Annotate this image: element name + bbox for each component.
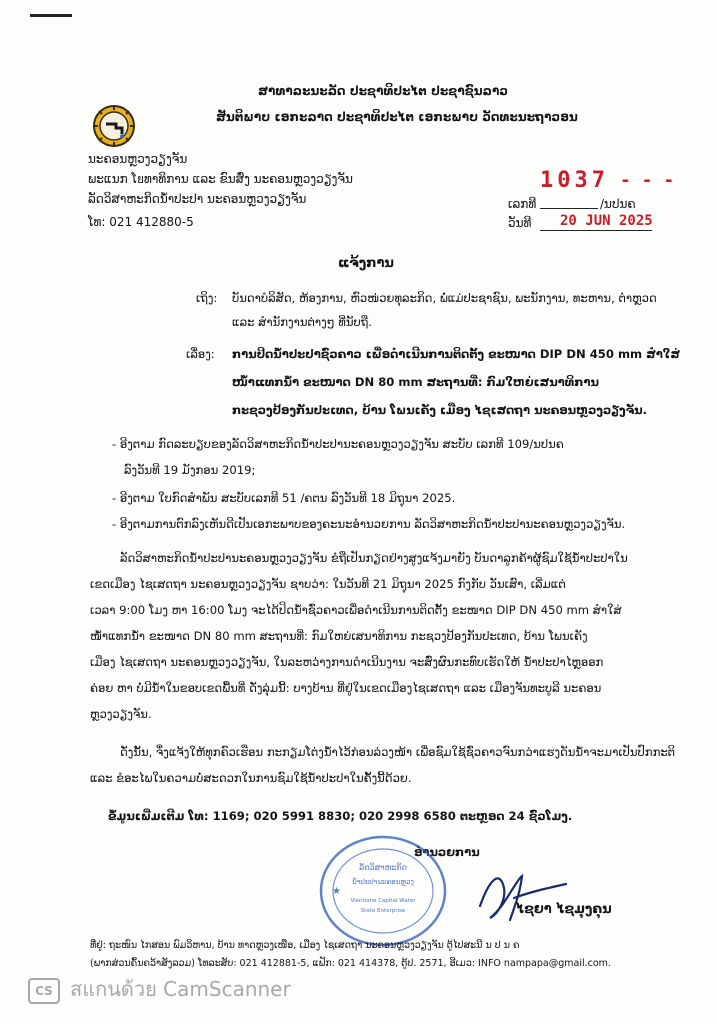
national-motto: ສັນຕິພາບ ເອກະລາດ ປະຊາທິປະໄຕ ເອກະພາບ ວັດທະນະຖາວອນ (216, 110, 578, 124)
state-emblem-icon (92, 104, 136, 148)
reference-number: 1037 (540, 168, 609, 193)
body-p1-line-2: ເຂດເມືອງ ໄຊເສດຖາ ນະຄອນຫຼວງວຽງຈັນ ຊາບວ່າ: ໃນວັນທີ 21 ມິຖຸນາ 2025 ກົງກັບ ວັນເສົາ, ເລີ່ມແຕ່ (90, 577, 566, 591)
camscanner-watermark (28, 973, 291, 1005)
svg-text:ນໍ້າປະປານະຄອນຫຼວງ: ນໍ້າປະປານະຄອນຫຼວງ (352, 878, 414, 886)
body-p1-line-1: ລັດວິສາຫະກິດນໍ້າປະປານະຄອນຫຼວງວຽງຈັນ ຂໍຖືເປັນກຽດຢ່າງສູງແຈ້ງມາຍັງ ບັນດາລູກຄ້າຜູ້ຊົມໃຊ້ນໍ້າປະປາໃນ (120, 551, 628, 565)
to-label: ເຖິງ: (196, 291, 218, 305)
official-stamp-icon (318, 832, 448, 950)
reference-1-line-2: ລົງວັນທີ 19 ມັງກອນ 2019; (124, 463, 256, 477)
subject-line-3: ກະຊວງປ້ອງກັນປະເທດ, ບ້ານ ໂພນເຄັງ ເມືອງ ໄຊເສດຖາ ນະຄອນຫຼວງວຽງຈັນ. (232, 403, 648, 417)
date-underline (540, 230, 652, 231)
reference-dashes: - - - (620, 170, 675, 191)
footer-address: ທີ່ຢູ່: ຖະໜົນ ໄກສອນ ພົມວິຫານ, ບ້ານ ທາດຫຼວງເໜືອ, ເມືອງ ໄຊເສດຖາ ນະຄອນຫຼວງວຽງຈັນ ຕູ້ໄປສະນີ ນ ປ ນ ຄ (90, 940, 520, 951)
number-label: ເລກທີ (508, 197, 537, 211)
body-p1-line-6: ຄ່ອຍ ຫາ ບໍ່ມີນໍ້າໃນຂອບເຂດພື້ນທີ່ ດັ່ງລຸ່ມນີ້: ບາງບ້ານ ທີ່ຢູ່ໃນເຂດເມືອງໄຊເສດຖາ ແລະ ເມືອງຈັນທະບູລີ ນະຄອນ (90, 681, 602, 695)
number-suffix: /ນປນຄ (600, 197, 636, 211)
org-city: ນະຄອນຫຼວງວຽງຈັນ (88, 152, 188, 166)
signatory-name: ໄຊຍາ ໄຊມຸງຄຸນ (516, 902, 612, 917)
body-p1-line-3: ເວລາ 9:00 ໂມງ ຫາ 16:00 ໂມງ ຈະໄດ້ປິດນໍ້າຊົ່ວຄາວເພື່ອດໍາເນີນການຕິດຕັ້ງ ຂະໜາດ DIP DN 450 mm ສໍາໃສ່ (90, 603, 622, 617)
to-line-1: ບັນດາບໍລິສັດ, ຫ້ອງການ, ຫົວໜ່ວຍທຸລະກິດ, ພໍ່ແມ່ປະຊາຊົນ, ພະນັກງານ, ທະຫານ, ຕໍາຫຼວດ (232, 291, 657, 305)
date-value: 20 JUN 2025 (560, 213, 653, 229)
svg-text:State Enterprise: State Enterprise (360, 908, 406, 914)
body-p1-line-5: ເມືອງ ໄຊເສດຖາ ນະຄອນຫຼວງວຽງຈັນ, ໃນລະຫວ່າງການດໍາເນີນງານ ຈະສົ່ງຜົນກະທົບເຮັດໃຫ້ ນໍ້າປະປາໄຫຼອອກ (90, 655, 604, 669)
body-p2-line-2: ແລະ ຂໍອະໄພໃນຄວາມບໍ່ສະດວກໃນການຊົມໃຊ້ນໍ້າປະປາໃນຄັ້ງນີ້ດ້ວຍ. (90, 771, 412, 785)
body-p1-line-7: ຫຼວງວຽງຈັນ. (90, 707, 152, 721)
svg-text:★: ★ (332, 886, 341, 897)
camscanner-logo-icon: CS (28, 978, 60, 1004)
footer-contacts: (ພາກສ່ວນຄົ້ນຄວ້າສັງລວມ) ໂທລະສັບ: 021 412881-5, ແຟັກ: 021 414378, ຕູ້ປ. 2571, ອີເມວ: INFO nampapa@gmail.com. (90, 958, 611, 969)
scan-mark (30, 14, 72, 17)
reference-2: - ອີງຕາມ ໃບກົດສໍາພັນ ສະບັບເລກທີ 51 /ຄຕນ ລົງວັນທີ 18 ມິຖຸນາ 2025. (112, 491, 456, 505)
reference-1-line-1: - ອີງຕາມ ກົດລະບຽບຂອງລັດວິສາຫະກິດນໍ້າປະປານະຄອນຫຼວງວຽງຈັນ ສະບັບ ເລກທີ 109/ນປນຄ (112, 437, 564, 451)
camscanner-text: สแกนด้วย CamScanner (70, 977, 291, 1001)
body-p1-line-4: ໜໍ້າແທກນໍ້າ ຂະໜາດ DN 80 mm ສະຖານທີ່: ກົມໃຫຍ່ເສນາທິການ ກະຊວງປ້ອງກັນປະເທດ, ບ້ານ ໂພນເຄັງ (90, 629, 588, 643)
document-title: ແຈ້ງການ (338, 256, 394, 271)
reference-3: - ອີງຕາມການຕົກລົງເຫັນດີເປັນເອກະພາບຂອງຄະນະອໍານວຍການ ລັດວິສາຫະກິດນໍ້າປະປານະຄອນຫຼວງວຽງຈັນ. (112, 517, 626, 531)
date-label: ວັນທີ (508, 216, 532, 230)
svg-text:Vientiane Capital Water: Vientiane Capital Water (350, 898, 416, 904)
signature-title: ອໍານວຍການ (414, 845, 480, 859)
subject-line-2: ໜໍ້າແທກນໍ້າ ຂະໜາດ DN 80 mm ສະຖານທີ່: ກົມໃຫຍ່ເສນາທິການ (232, 375, 599, 389)
org-department: ພະແນກ ໂยທາທິການ ແລະ ຂົນສົ່ງ ນະຄອນຫຼວງວຽງຈັນ (88, 172, 353, 186)
org-enterprise: ລັດວິສາຫະກິດນໍ້າປະປາ ນະຄອນຫຼວງວຽງຈັນ (88, 192, 307, 206)
contact-info: ຂໍ້ມູນເພີ່ມເຕີມ ໂທ: 1169; 020 5991 8830; 020 2998 6580 ຕະຫຼອດ 24 ຊົ່ວໂມງ. (108, 809, 573, 823)
number-underline (540, 208, 598, 209)
svg-text:ລັດວິສາຫະກິດ: ລັດວິສາຫະກິດ (359, 863, 407, 872)
org-phone: ໂທ: 021 412880-5 (88, 215, 194, 229)
to-line-2: ແລະ ສໍານັກງານຕ່າງໆ ທີ່ນັບຖື. (232, 315, 372, 329)
subject-label: ເລື່ອງ: (186, 347, 215, 361)
body-p2-line-1: ດັ່ງນັ້ນ, ຈຶ່ງແຈ້ງໃຫ້ທຸກຄົວເຮືອນ ກະກຽມໂຕ່ງນໍ້າໄວ້ກ່ອນລ່ວງໜ້າ ເພື່ອຊົມໃຊ້ຊົ່ວຄາວຈົນກວ່າແຮງດັນນໍ້າຈະມາເປັນປົກກະຕິ (120, 745, 676, 759)
subject-line-1: ການປິດນໍ້າປະປາຊົ່ວຄາວ ເພື່ອດໍາເນີນການຕິດຕັ້ງ ຂະໜາດ DIP DN 450 mm ສໍາໃສ່ (232, 347, 680, 361)
national-title: ສາທາລະນະລັດ ປະຊາທິປະໄຕ ປະຊາຊົນລາວ (258, 84, 509, 98)
